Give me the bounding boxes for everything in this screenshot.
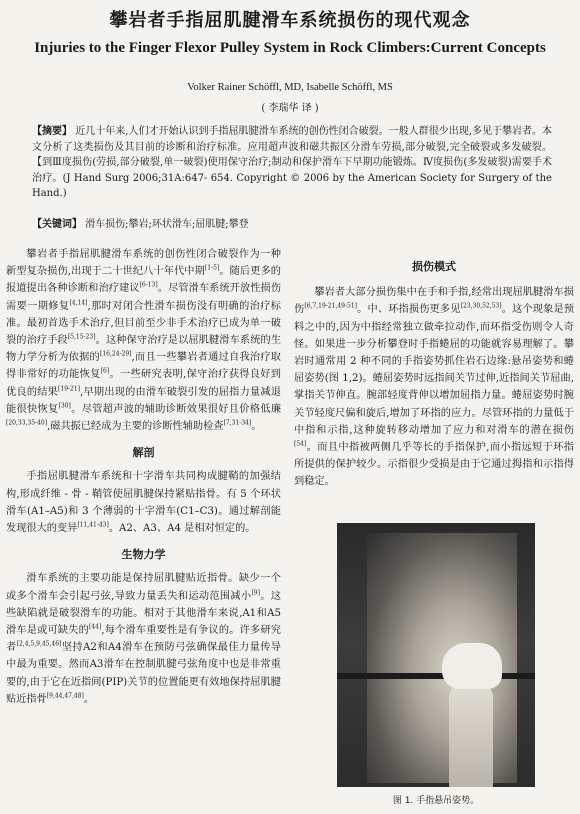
citation: [54] (294, 440, 307, 448)
section-heading-biomechanics: 生物力学 (121, 548, 166, 562)
abstract-block (32, 124, 552, 202)
citation: [19-21] (58, 385, 81, 393)
right-column (294, 258, 574, 491)
section-heading-injury-mechanism: 损伤模式 (412, 260, 456, 273)
citation: [9,44,47,48] (46, 692, 84, 700)
citation: [6] (100, 368, 110, 376)
citation: [6,7,19-21,49-51] (304, 303, 357, 311)
citation: [23,30,52,53] (460, 303, 502, 311)
citation: [4,14] (69, 299, 88, 307)
keywords-label: 【关键词】 (32, 219, 82, 230)
left-column (6, 246, 281, 708)
article-title-chinese: 攀岩者手指屈肌腱滑车系统损伤的现代观念 (109, 10, 471, 31)
citation: [5,15-23] (67, 333, 96, 341)
citation: [30] (58, 402, 71, 410)
climber-forearm (449, 683, 493, 787)
citation: [6-13] (139, 282, 158, 290)
keywords-block (32, 218, 552, 232)
citation: [20,33,35-40] (6, 419, 48, 427)
climbing-hold-edge (337, 673, 535, 679)
abstract-label: 【摘要】 (32, 126, 73, 137)
translator-credit: ( 李瑞华 译 ) (261, 103, 319, 114)
climber-hand (442, 643, 502, 689)
citation: [9] (251, 589, 260, 597)
citation: [1-5] (204, 264, 220, 272)
section-heading-anatomy: 解剖 (132, 446, 155, 460)
abstract-copyright: Copyright © 2006 by the American Society for Surgery of the Hand.) (32, 172, 552, 199)
figure-1-caption: 图 1. 手指悬吊姿势。 (392, 796, 480, 806)
keywords-text: 滑车损伤;攀岩;环状滑车;屈肌腱;攀登 (85, 219, 249, 230)
article-title-english: Injuries to the Finger Flexor Pulley System in Rock Climbers:Current Concepts (34, 40, 546, 56)
citation: [11,41-43] (77, 521, 109, 529)
citation: [2,4,5,9,45,46] (16, 640, 62, 648)
citation: [44] (89, 623, 102, 631)
mechanism-paragraph: 攀岩者大部分损伤集中在手和手指,经常出现屈肌腱滑车损伤[6,7,19-21,49-51]。中、环指损伤更多见[23,30,52,53]。这个现象是预料之中的,因为中指经常独立做牵拉动作,而环指受伤则令人奇怪。如果进一步分析攀登时手指蜷屈的功能就容易理解了。攀岩时通常用 2 种不同的手指姿势抓住岩石边缘:悬吊姿势和蜷屈姿势(图 1,2)。蜷屈姿势时远指间关节过伸,近指间关节屈曲,掌指关节伸直。腕部轻度背伸以增加屈指力量。蜷屈姿势时腕关节轻度尺偏和旋后,增加了环指的应力。尽管环指的力量低于中指和示指,这种旋转移动增加了应力和对滑车的潜在损伤[54]。而且中指被两侧几乎等长的手指保护,而小指远短于环指所提供的保护较少。示指很少受损是由于它通过拇指和示指得到稳定。 (294, 287, 575, 488)
abstract-text: 近几十年来,人们才开始认识到手指屈肌腱滑车系统的创伤性闭合破裂。一般人群很少出现,多见于攀岩者。本文分析了这类损伤及其目前的诊断和治疗标准。应用超声波和磁共振区分滑车劳损,部分破裂,完全破裂或多发破裂。【到Ⅲ度损伤(劳损,部分破裂,单一破裂)使用保守治疗;制动和保护滑车下早期功能锻炼。Ⅳ度损伤(多发破裂)需要手术治疗。(J Hand Surg 2006;31A:647- 654. (32, 126, 553, 184)
citation: [7,31-34] (223, 419, 252, 427)
anatomy-paragraph: 手指屈肌腱滑车系统和十字滑车共同构成腱鞘的加强结构,形成纤维 - 骨 - 鞘管使屈肌腱保持紧贴指骨。有 5 个环状滑车(A1–A5)和 3 个薄弱的十字滑车(C1–C3)。通过解剖能发现很大的变异[11,41-43]。A2、A3、A4 是相对恒定的。 (6, 471, 281, 535)
author-list: Volker Rainer Schöffl, MD, Isabelle Schöffl, MS (187, 82, 393, 93)
intro-paragraph: 攀岩者手指屈肌腱滑车系统的创伤性闭合破裂作为一种新型复杂损伤,出现于二十世纪八十年代中期[1-5]。随后更多的报道提出各种诊断和治疗建议[6-13]。尽管滑车系统开放性损伤需要一期修复[4,14],那时对闭合性滑车损伤没有明确的治疗标准。最初首选手术治疗,但目前至少非手术治疗已成为单一破裂的治疗手段[5,15-23]。这种保守治疗是以屈肌腱滑车系统的生物力学分析为依据的[16,24-29],而且一些攀岩者通过自我治疗取得非常好的功能恢复[6]。一些研究表明,保守治疗获得良好到优良的结果[19-21],早期出现的由滑车破裂引发的屈指力量减退能很快恢复[30]。尽管超声波的辅助诊断效果很好且价格低廉[20,33,35-40],磁共振已经成为主要的诊断性辅助检查[7,31-34]。 (6, 249, 282, 433)
biomechanics-paragraph: 滑车系统的主要功能是保持屈肌腱贴近指骨。缺少一个或多个滑车会引起弓弦,导致力量丢失和运动范围减小[9]。这些缺陷就是破裂滑车的功能。相对于其他滑车来说,A1和A5滑车是或可缺失的[44],每个滑车重要性是有争议的。许多研究者[2,4,5,9,45,46]坚持A2和A4滑车在预防弓弦确保最佳力量传导中最为重要。然而A3滑车在控制肌腱弓弦角度中也是非常重要的,由于它在近指间(PIP)关节的位置能更有效地保持屈肌腱贴近指骨[9,44,47,48]。 (6, 573, 281, 705)
citation: [16,24-29] (100, 350, 132, 358)
figure-1-photo (337, 523, 535, 787)
